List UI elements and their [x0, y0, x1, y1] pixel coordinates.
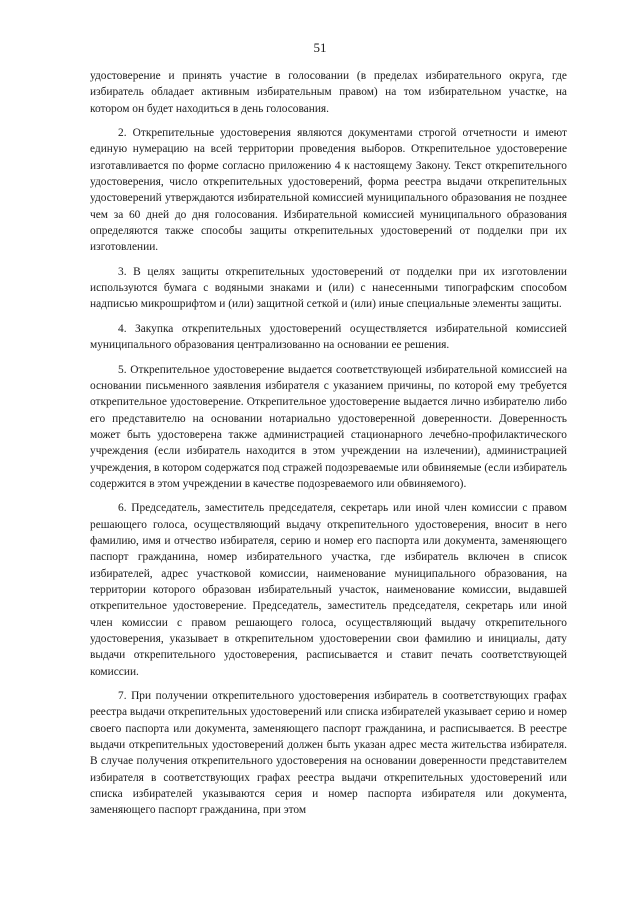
paragraph-2: 2. Открепительные удостоверения являются документами строгой отчетности и имеют единую нумерацию на всей территории проведения выборов. Открепительное удостоверение изготавливается по форме согласно приложению 4 к настоящему Закону. Текст открепительного удостоверения, число открепительных удостоверений, форма реестра выдачи открепительных удостоверений утверждаются избирательной комиссией муниципального образования не позднее чем за 60 дней до дня голосования. Избирательной комиссией муниципального образования определяются также способы защиты открепительных удостоверений от подделки при их изготовлении. [90, 127, 567, 254]
document-body [90, 68, 567, 827]
paragraph-4: 4. Закупка открепительных удостоверений осуществляется избирательной комиссией муниципального образования централизованно на основании ее решения. [90, 322, 567, 352]
paragraph-3: 3. В целях защиты открепительных удостоверений от подделки при их изготовлении используются бумага с водяными знаками и (или) с нанесенными типографским способом надписью микрошрифтом и (или) защитной сеткой и (или) иные специальные элементы защиты. [90, 265, 567, 311]
paragraph-6: 6. Председатель, заместитель председателя, секретарь или иной член комиссии с правом решающего голоса, осуществляющий выдачу открепительного удостоверения, вносит в него фамилию, имя и отчество избирателя, серию и номер его паспорта или документа, заменяющего паспорт гражданина, номер избирательного участка, где избиратель включен в список избирателей, адрес участковой комиссии, наименование муниципального образования, на территории которого образован избирательный участок, наименование комиссии, выдавшей открепительное удостоверение. Председатель, заместитель председателя, секретарь или иной член комиссии с правом решающего голоса, осуществляющий выдачу открепительного удостоверения, указывает в открепительном удостоверении свои фамилию и инициалы, дату выдачи открепительного удостоверения, расписывается и ставит печать соответствующей комиссии. [90, 502, 567, 678]
page-number: 51 [313, 40, 327, 55]
paragraph-continuation: удостоверение и принять участие в голосовании (в пределах избирательного округа, где избиратель обладает активным избирательным правом) на том избирательном участке, на котором он будет находиться в день голосования. [90, 70, 567, 115]
paragraph-7: 7. При получении открепительного удостоверения избиратель в соответствующих графах реестра выдачи открепительных удостоверений или списка избирателей указывает серию и номер своего паспорта или документа, заменяющего паспорт гражданина, и расписывается. В реестре выдачи открепительных удостоверений должен быть указан адрес места жительства избирателя. В случае получения открепительного удостоверения на основании доверенности представителем избирателя в соответствующих графах реестра выдачи открепительных удостоверений или списка избирателей указываются серия и номер паспорта избирателя или документа, заменяющего паспорт гражданина, при этом [90, 690, 568, 817]
paragraph-5: 5. Открепительное удостоверение выдается соответствующей избирательной комиссией на основании письменного заявления избирателя с указанием причины, по которой ему требуется открепительное удостоверение. Открепительное удостоверение выдается лично избирателю либо его представителю на основании нотариально удостоверенной доверенности. Доверенность может быть удостоверена также администрацией стационарного лечебно-профилактического учреждения (если избиратель находится в этом учреждении на излечении), администрацией учреждения, в котором содержатся под стражей подозреваемые или обвиняемые (если избиратель содержится в этом учреждении в качестве подозреваемого или обвиняемого). [90, 363, 567, 490]
